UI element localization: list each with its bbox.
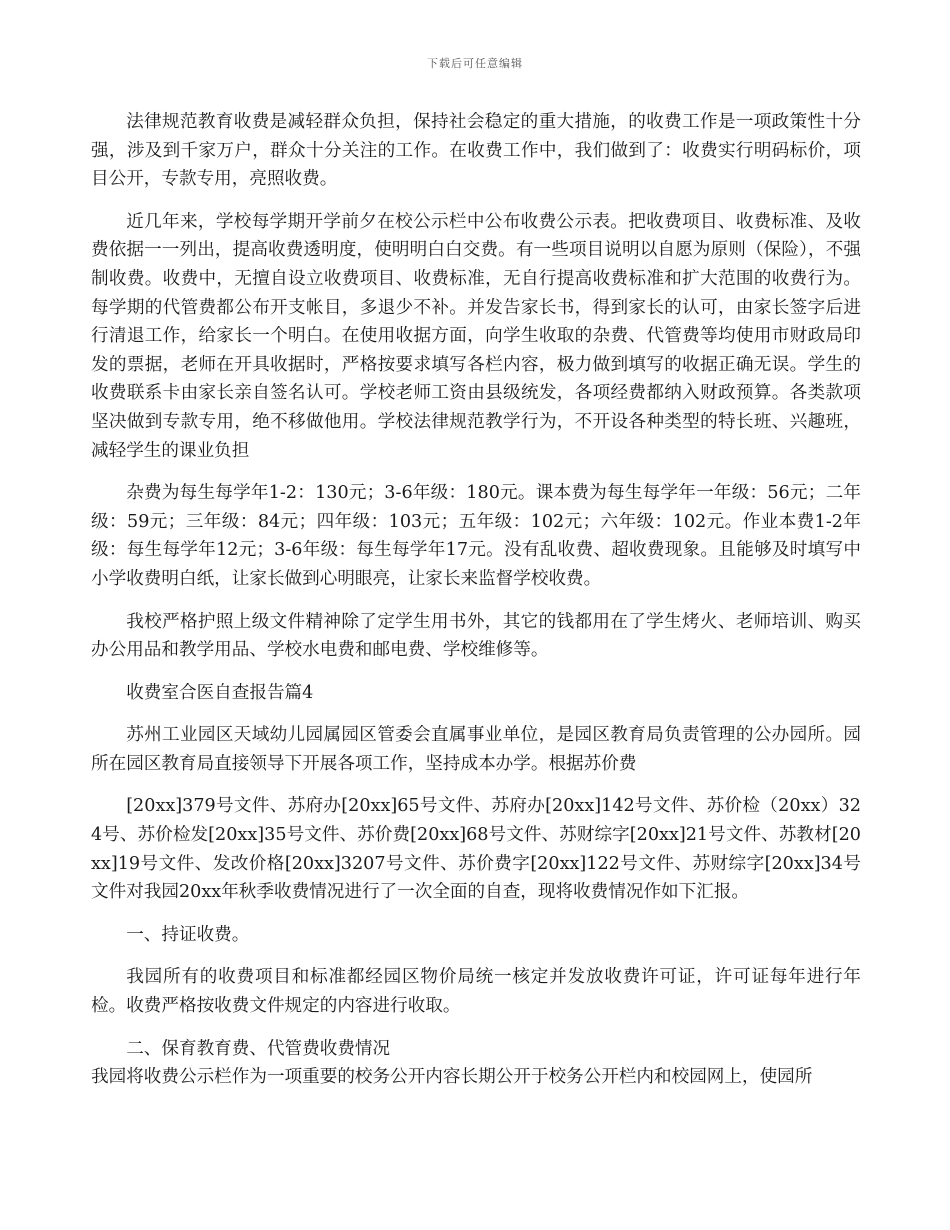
- section-heading-licensed-fees: 一、持证收费。: [126, 924, 250, 945]
- section-title-report-4: 收费室合医自查报告篇4: [126, 682, 314, 703]
- page-header: 下载后可任意编辑: [427, 57, 523, 70]
- paragraph-license-details: 我园所有的收费项目和标准都经园区物价局统一核定并发放收费许可证，许可证每年进行年检。收费严格按收费文件规定的内容进行收取。: [91, 967, 861, 1017]
- paragraph-fee-standards: 杂费为每生每学年1-2：130元；3-6年级：180元。课本费为每生每学年一年级：56元；二年级：59元；三年级：84元；四年级：103元；五年级：102元；六年级：102元。作业本费1-2年级：每生每学年12元；3-6年级：每生每学年17元。没有乱收费、超收费现象。且能够及时填写中小学收费明白纸，让家长做到心明眼亮，让家长来监督学校收费。: [91, 483, 861, 589]
- paragraph-publicity-board: 我园将收费公示栏作为一项重要的校务公开内容长期公开于校务公开栏内和校园网上，使园所: [91, 1067, 813, 1088]
- document-body: [91, 108, 861, 1106]
- paragraph-document-references: [20xx]379号文件、苏府办[20xx]65号文件、苏府办[20xx]142号文件、苏价检（20xx）324号、苏价检发[20xx]35号文件、苏价费[20xx]68号文件、苏财综字[20xx]21号文件、苏教材[20xx]19号文件、发改价格[20xx]3207号文件、苏价费字[20xx]122号文件、苏财综字[20xx]34号文件对我园20xx年秋季收费情况进行了一次全面的自查，现将收费情况作如下汇报。: [91, 796, 861, 903]
- paragraph-fee-publicity: 近几年来，学校每学期开学前夕在校公示栏中公布收费公示表。把收费项目、收费标准、及收费依据一一列出，提高收费透明度，使明明白白交费。有一些项目说明以自愿为原则（保险），不强制收费。收费中，无擅自设立收费项目、收费标准，无自行提高收费标准和扩大范围的收费行为。每学期的代管费都公布开支帐目，多退少不补。并发告家长书，得到家长的认可，由家长签字后进行清退工作，给家长一个明白。在使用收据方面，向学生收取的杂费、代管费等均使用市财政局印发的票据，老师在开具收据时，严格按要求填写各栏内容，极力做到填写的收据正确无误。学生的收费联系卡由家长亲自签名认可。学校老师工资由县级统发，各项经费都纳入财政预算。各类款项坚决做到专款专用，绝不移做他用。学校法律规范教学行为，不开设各种类型的特长班、兴趣班，减轻学生的课业负担: [91, 211, 861, 461]
- paragraph-kindergarten-intro: 苏州工业园区天域幼儿园属园区管委会直属事业单位，是园区教育局负责管理的公办园所。园所在园区教育局直接领导下开展各项工作，坚持成本办学。根据苏价费: [91, 725, 861, 774]
- paragraph-fund-usage: 我校严格护照上级文件精神除了定学生用书外，其它的钱都用在了学生烤火、老师培训、购买办公用品和教学用品、学校水电费和邮电费、学校维修等。: [91, 611, 861, 661]
- paragraph-fee-regulation: 法律规范教育收费是减轻群众负担，保持社会稳定的重大措施，的收费工作是一项政策性十分强，涉及到千家万户，群众十分关注的工作。在收费工作中，我们做到了：收费实行明码标价，项目公开，专款专用，亮照收费。: [91, 112, 861, 190]
- section-heading-care-fees: 二、保育教育费、代管费收费情况: [126, 1038, 391, 1059]
